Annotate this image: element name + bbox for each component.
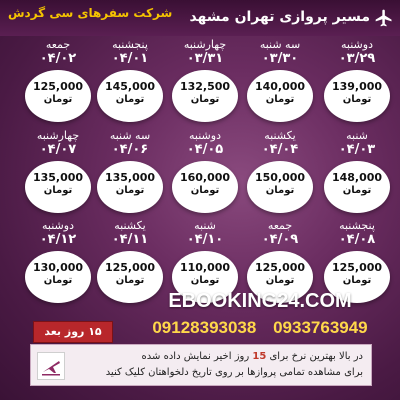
price-value: 110,000	[179, 261, 231, 274]
date-value: ۰۴/۰۳	[338, 142, 376, 157]
date-label[interactable]	[250, 38, 310, 66]
currency-label: تومان	[115, 275, 145, 286]
date-value: ۰۴/۱۰	[186, 232, 224, 247]
date-label[interactable]	[100, 38, 160, 66]
date-label[interactable]	[175, 38, 235, 66]
note-days-count: 15	[252, 351, 267, 362]
date-value: ۰۴/۰۹	[261, 232, 299, 247]
date-value: ۰۳/۲۹	[338, 51, 376, 66]
date-value: ۰۴/۰۲	[39, 51, 77, 66]
currency-label: تومان	[342, 185, 372, 196]
airplane-icon	[374, 8, 394, 28]
date-value: ۰۴/۰۶	[111, 142, 149, 157]
note-text: در بالا بهترین نرخ برای	[269, 351, 363, 362]
day-name: دوشنبه	[42, 219, 74, 232]
date-label[interactable]	[250, 219, 310, 247]
day-name: یکشنبه	[114, 219, 146, 232]
currency-label: تومان	[115, 94, 145, 105]
day-name: پنجشنبه	[112, 38, 148, 51]
company-name: شرکت سفرهای سی گردش	[8, 6, 173, 20]
date-value: ۰۴/۰۷	[39, 142, 77, 157]
note-line-1	[63, 351, 363, 362]
price-value: 139,000	[331, 80, 383, 93]
day-name: دوشنبه	[341, 38, 373, 51]
currency-label: تومان	[342, 275, 372, 286]
date-value: ۰۳/۳۱	[186, 51, 224, 66]
price-bubble[interactable]	[324, 161, 390, 213]
note-line-2: برای مشاهده تمامی پروازها بر روی تاریخ دلخواهتان کلیک کنید	[105, 367, 363, 378]
date-label[interactable]	[100, 129, 160, 157]
currency-label: تومان	[43, 275, 73, 286]
day-name: جمعه	[45, 38, 71, 51]
phone-number[interactable]: 0933763949	[273, 318, 368, 337]
price-bubble[interactable]	[97, 70, 163, 122]
currency-label: تومان	[265, 94, 295, 105]
price-value: 125,000	[331, 261, 383, 274]
date-value: ۰۴/۱۱	[111, 232, 149, 247]
price-value: 130,000	[32, 261, 84, 274]
price-value: 160,000	[179, 171, 231, 184]
currency-label: تومان	[115, 185, 145, 196]
date-label[interactable]	[175, 129, 235, 157]
date-label[interactable]	[28, 219, 88, 247]
price-bubble[interactable]	[324, 70, 390, 122]
price-bubble[interactable]	[247, 70, 313, 122]
price-bubble[interactable]	[25, 251, 91, 303]
date-label[interactable]	[250, 129, 310, 157]
price-bubble[interactable]	[172, 161, 238, 213]
day-name: دوشنبه	[189, 129, 221, 142]
phone-number[interactable]: 09128393038	[152, 318, 257, 337]
info-note	[30, 344, 372, 386]
currency-label: تومان	[190, 94, 220, 105]
header-bar	[0, 0, 400, 36]
price-bubble[interactable]	[172, 70, 238, 122]
next-15-days-button[interactable]: ۱۵ روز بعد	[33, 321, 113, 343]
date-label[interactable]	[327, 219, 387, 247]
route-title: مسیر پروازی تهران مشهد	[189, 9, 370, 25]
price-value: 135,000	[32, 171, 84, 184]
day-name: سه شنبه	[109, 129, 151, 142]
date-value: ۰۴/۰۴	[261, 142, 299, 157]
day-name: چهارشنبه	[36, 129, 80, 142]
date-label[interactable]	[327, 129, 387, 157]
day-name: سه شنبه	[259, 38, 301, 51]
day-name: شنبه	[194, 219, 216, 232]
price-bubble[interactable]	[25, 70, 91, 122]
price-value: 150,000	[254, 171, 306, 184]
currency-label: تومان	[342, 94, 372, 105]
date-label[interactable]	[100, 219, 160, 247]
currency-label: تومان	[43, 185, 73, 196]
date-label[interactable]	[327, 38, 387, 66]
currency-label: تومان	[43, 94, 73, 105]
price-value: 135,000	[104, 171, 156, 184]
price-value: 145,000	[104, 80, 156, 93]
price-value: 125,000	[32, 80, 84, 93]
currency-label: تومان	[190, 275, 220, 286]
day-name: شنبه	[346, 129, 368, 142]
price-bubble[interactable]	[247, 161, 313, 213]
currency-label: تومان	[190, 185, 220, 196]
day-name: جمعه	[267, 219, 293, 232]
currency-label: تومان	[265, 185, 295, 196]
date-value: ۰۴/۱۲	[39, 232, 77, 247]
date-value: ۰۳/۳۰	[261, 51, 299, 66]
phone-numbers	[120, 318, 400, 338]
date-label[interactable]	[28, 129, 88, 157]
day-name: چهارشنبه	[183, 38, 227, 51]
date-value: ۰۴/۰۵	[186, 142, 224, 157]
note-text: روز اخیر نمایش داده شده	[141, 351, 250, 362]
plane-landing-icon	[37, 352, 65, 380]
price-value: 132,500	[179, 80, 231, 93]
date-value: ۰۴/۰۸	[338, 232, 376, 247]
currency-label: تومان	[265, 275, 295, 286]
day-name: پنجشنبه	[339, 219, 375, 232]
price-bubble[interactable]	[25, 161, 91, 213]
day-name: یکشنبه	[264, 129, 296, 142]
price-value: 125,000	[254, 261, 306, 274]
date-value: ۰۴/۰۱	[111, 51, 149, 66]
date-label[interactable]	[175, 219, 235, 247]
price-value: 140,000	[254, 80, 306, 93]
price-value: 125,000	[104, 261, 156, 274]
site-url[interactable]: EBOOKING24.COM	[168, 290, 352, 312]
price-value: 148,000	[331, 171, 383, 184]
date-label[interactable]	[28, 38, 88, 66]
price-bubble[interactable]	[97, 161, 163, 213]
